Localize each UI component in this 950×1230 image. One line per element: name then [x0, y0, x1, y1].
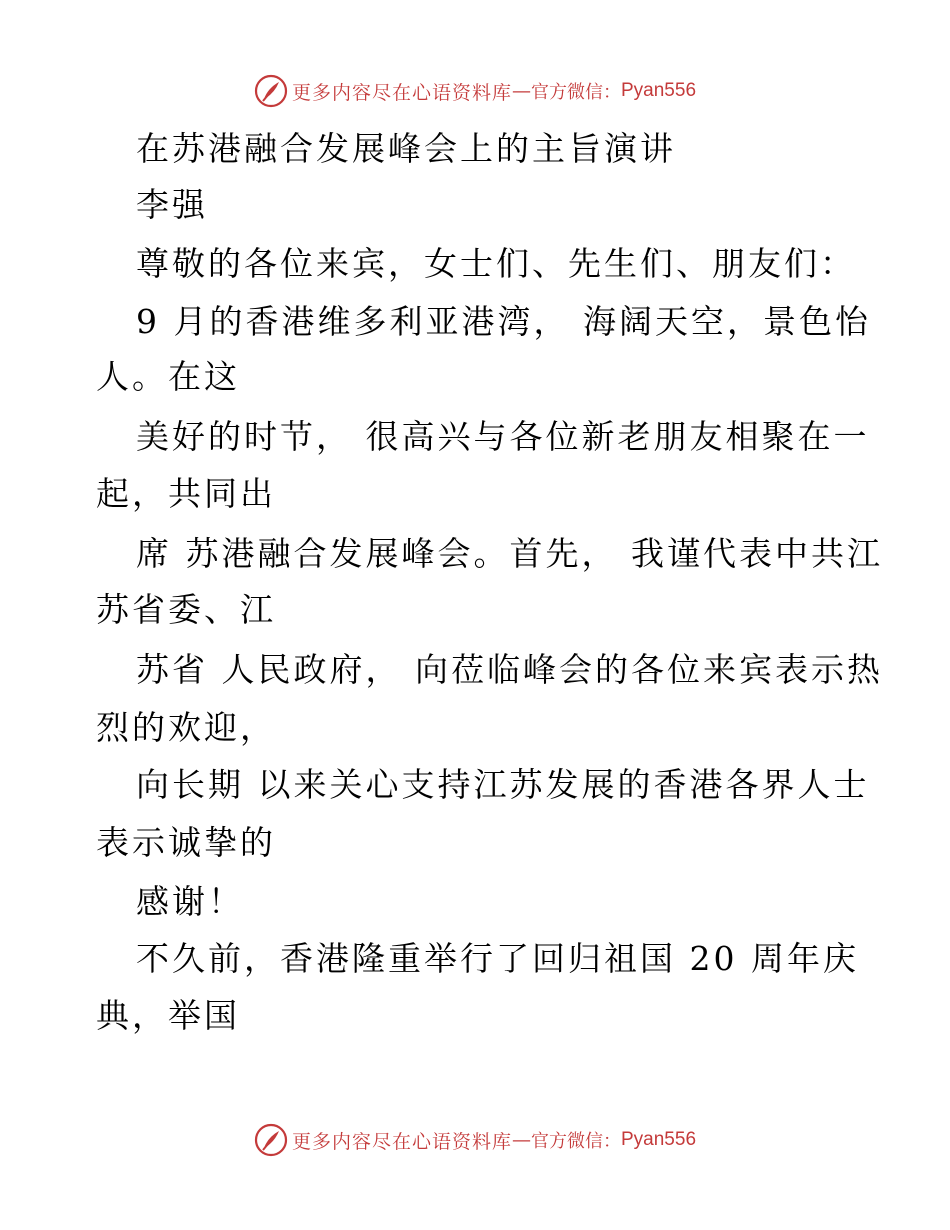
text-line: 美好的时节， 很高兴与各位新老朋友相聚在一: [136, 417, 870, 456]
text-line: 表示诚挚的: [96, 823, 276, 862]
text-line: 起，共同出: [96, 474, 276, 513]
text-line: 苏省 人民政府， 向莅临峰会的各位来宾表示热: [136, 650, 883, 689]
banner-label: 官方微信：: [531, 1131, 621, 1152]
text-line: 不久前，香港隆重举行了回归祖国 20 周年庆: [136, 939, 859, 978]
footer-banner: [0, 1120, 950, 1160]
text-line: 向长期 以来关心支持江苏发展的香港各界人士: [136, 765, 870, 804]
banner-wechat-id: Pyan556: [621, 80, 697, 101]
banner-text: 更多内容尽在心语资料库: [291, 81, 512, 104]
text-line: 感谢！: [136, 882, 244, 921]
text-line: 9 月的香港维多利亚港湾， 海阔天空，景色怡: [136, 302, 871, 341]
banner-wechat-id: Pyan556: [621, 1129, 697, 1150]
document-author: 李强: [136, 185, 208, 224]
banner-label: 官方微信：: [531, 82, 621, 103]
document-title: 在苏港融合发展峰会上的主旨演讲: [136, 129, 676, 168]
banner-separator: —: [512, 1129, 531, 1151]
header-banner: [0, 71, 950, 111]
quill-logo-icon: [254, 74, 288, 108]
text-line: 苏省委、江: [96, 590, 276, 629]
text-line: 烈的欢迎，: [96, 708, 276, 747]
text-line: 尊敬的各位来宾，女士们、先生们、朋友们：: [136, 244, 856, 283]
banner-separator: —: [512, 80, 531, 102]
quill-logo-icon: [254, 1123, 288, 1157]
text-line: 人。在这: [96, 357, 240, 396]
text-line: 典，举国: [96, 996, 240, 1035]
text-line: 席 苏港融合发展峰会。首先， 我谨代表中共江: [136, 534, 883, 573]
banner-text: 更多内容尽在心语资料库: [291, 1130, 512, 1153]
